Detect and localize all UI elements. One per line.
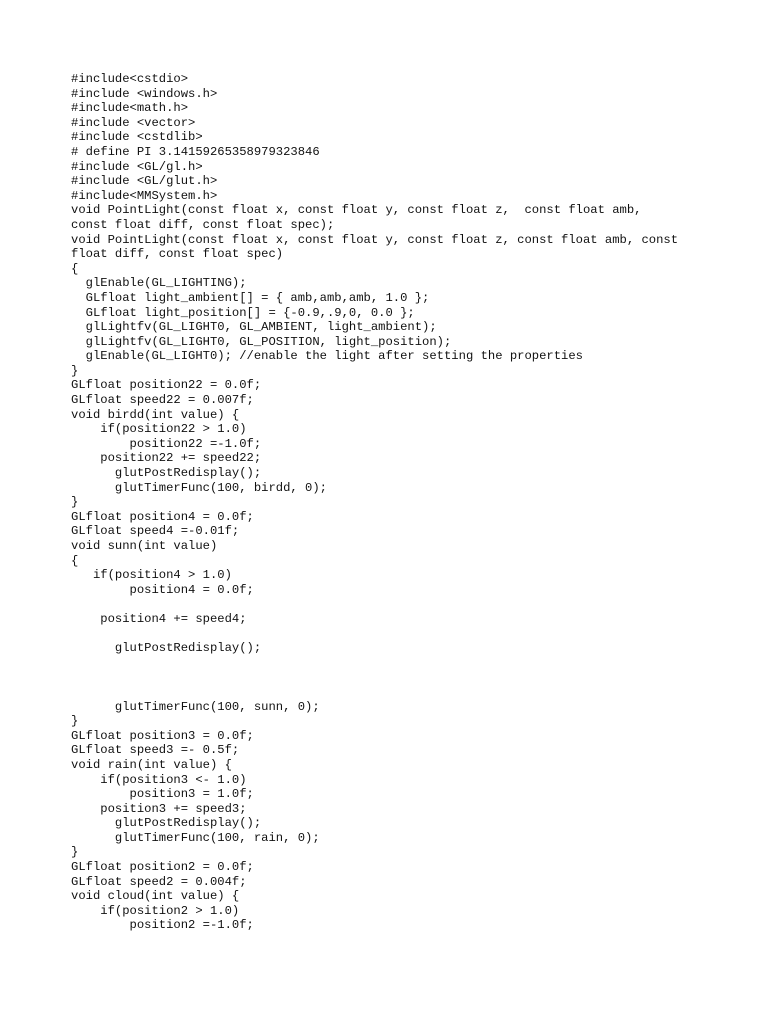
code-line: [71, 670, 751, 685]
code-line: position3 += speed3;: [71, 801, 247, 816]
code-line: void birdd(int value) {: [71, 407, 240, 422]
code-line: glutTimerFunc(100, sunn, 0);: [71, 699, 320, 714]
code-line: float diff, const float spec): [71, 247, 284, 262]
code-line: glLightfv(GL_LIGHT0, GL_AMBIENT, light_ambient);: [71, 320, 437, 335]
code-line: glutPostRedisplay();: [71, 641, 262, 656]
code-line: }: [71, 363, 79, 378]
code-line: }: [71, 845, 79, 860]
code-line: glutTimerFunc(100, rain, 0);: [71, 830, 320, 845]
code-line: GLfloat speed4 =-0.01f;: [71, 524, 240, 539]
code-line: GLfloat light_ambient[] = { amb,amb,amb, 1.0 };: [71, 290, 430, 305]
code-line: #include <GL/gl.h>: [71, 159, 203, 174]
code-line: GLfloat position2 = 0.0f;: [71, 860, 254, 875]
code-line: #include<MMSystem.h>: [71, 188, 218, 203]
code-line: {: [71, 261, 79, 276]
code-line: [71, 597, 751, 612]
code-line: glutPostRedisplay();: [71, 816, 262, 831]
code-line: }: [71, 495, 79, 510]
code-listing: [71, 72, 751, 933]
code-line: [71, 656, 751, 671]
code-line: }: [71, 714, 79, 729]
code-line: void PointLight(const float x, const float y, const float z, const float amb,: [71, 203, 642, 218]
code-line: #include <cstdlib>: [71, 130, 203, 145]
code-line: if(position3 <- 1.0): [71, 772, 247, 787]
code-line: glutTimerFunc(100, birdd, 0);: [71, 480, 327, 495]
code-line: GLfloat position3 = 0.0f;: [71, 728, 254, 743]
code-line: position4 += speed4;: [71, 611, 247, 626]
code-line: if(position2 > 1.0): [71, 903, 240, 918]
code-line: position22 += speed22;: [71, 451, 262, 466]
code-line: position22 =-1.0f;: [71, 436, 262, 451]
code-line: #include <GL/glut.h>: [71, 174, 218, 189]
code-line: const float diff, const float spec);: [71, 217, 335, 232]
code-line: void sunn(int value): [71, 539, 218, 553]
code-line: GLfloat position4 = 0.0f;: [71, 509, 254, 524]
code-line: {: [71, 553, 79, 568]
code-line: [71, 627, 751, 642]
code-line: #include<math.h>: [71, 101, 189, 116]
code-line: glEnable(GL_LIGHT0); //enable the light after setting the properties: [71, 349, 583, 364]
code-line: GLfloat speed3 =- 0.5f;: [71, 743, 240, 758]
code-line: GLfloat speed2 = 0.004f;: [71, 874, 247, 889]
code-line: glLightfv(GL_LIGHT0, GL_POSITION, light_position);: [71, 334, 452, 349]
code-line: GLfloat position22 = 0.0f;: [71, 378, 262, 393]
code-line: if(position4 > 1.0): [71, 568, 232, 583]
code-line: position3 = 1.0f;: [71, 787, 254, 802]
code-line: void rain(int value) {: [71, 757, 232, 772]
code-line: #include <windows.h>: [71, 86, 218, 101]
code-line: void PointLight(const float x, const float y, const float z, const float amb, const: [71, 232, 679, 247]
code-line: #include <vector>: [71, 115, 196, 130]
code-line: [71, 685, 751, 700]
code-line: position4 = 0.0f;: [71, 582, 254, 597]
code-line: glEnable(GL_LIGHTING);: [71, 276, 247, 291]
code-line: glutPostRedisplay();: [71, 466, 262, 481]
code-line: # define PI 3.14159265358979323846: [71, 144, 320, 159]
code-line: GLfloat light_position[] = {-0.9,.9,0, 0.0 };: [71, 305, 415, 320]
code-line: GLfloat speed22 = 0.007f;: [71, 393, 254, 408]
code-line: if(position22 > 1.0): [71, 422, 247, 437]
code-line: #include<cstdio>: [71, 72, 189, 86]
code-line: position2 =-1.0f;: [71, 918, 254, 933]
code-line: void cloud(int value) {: [71, 889, 240, 904]
